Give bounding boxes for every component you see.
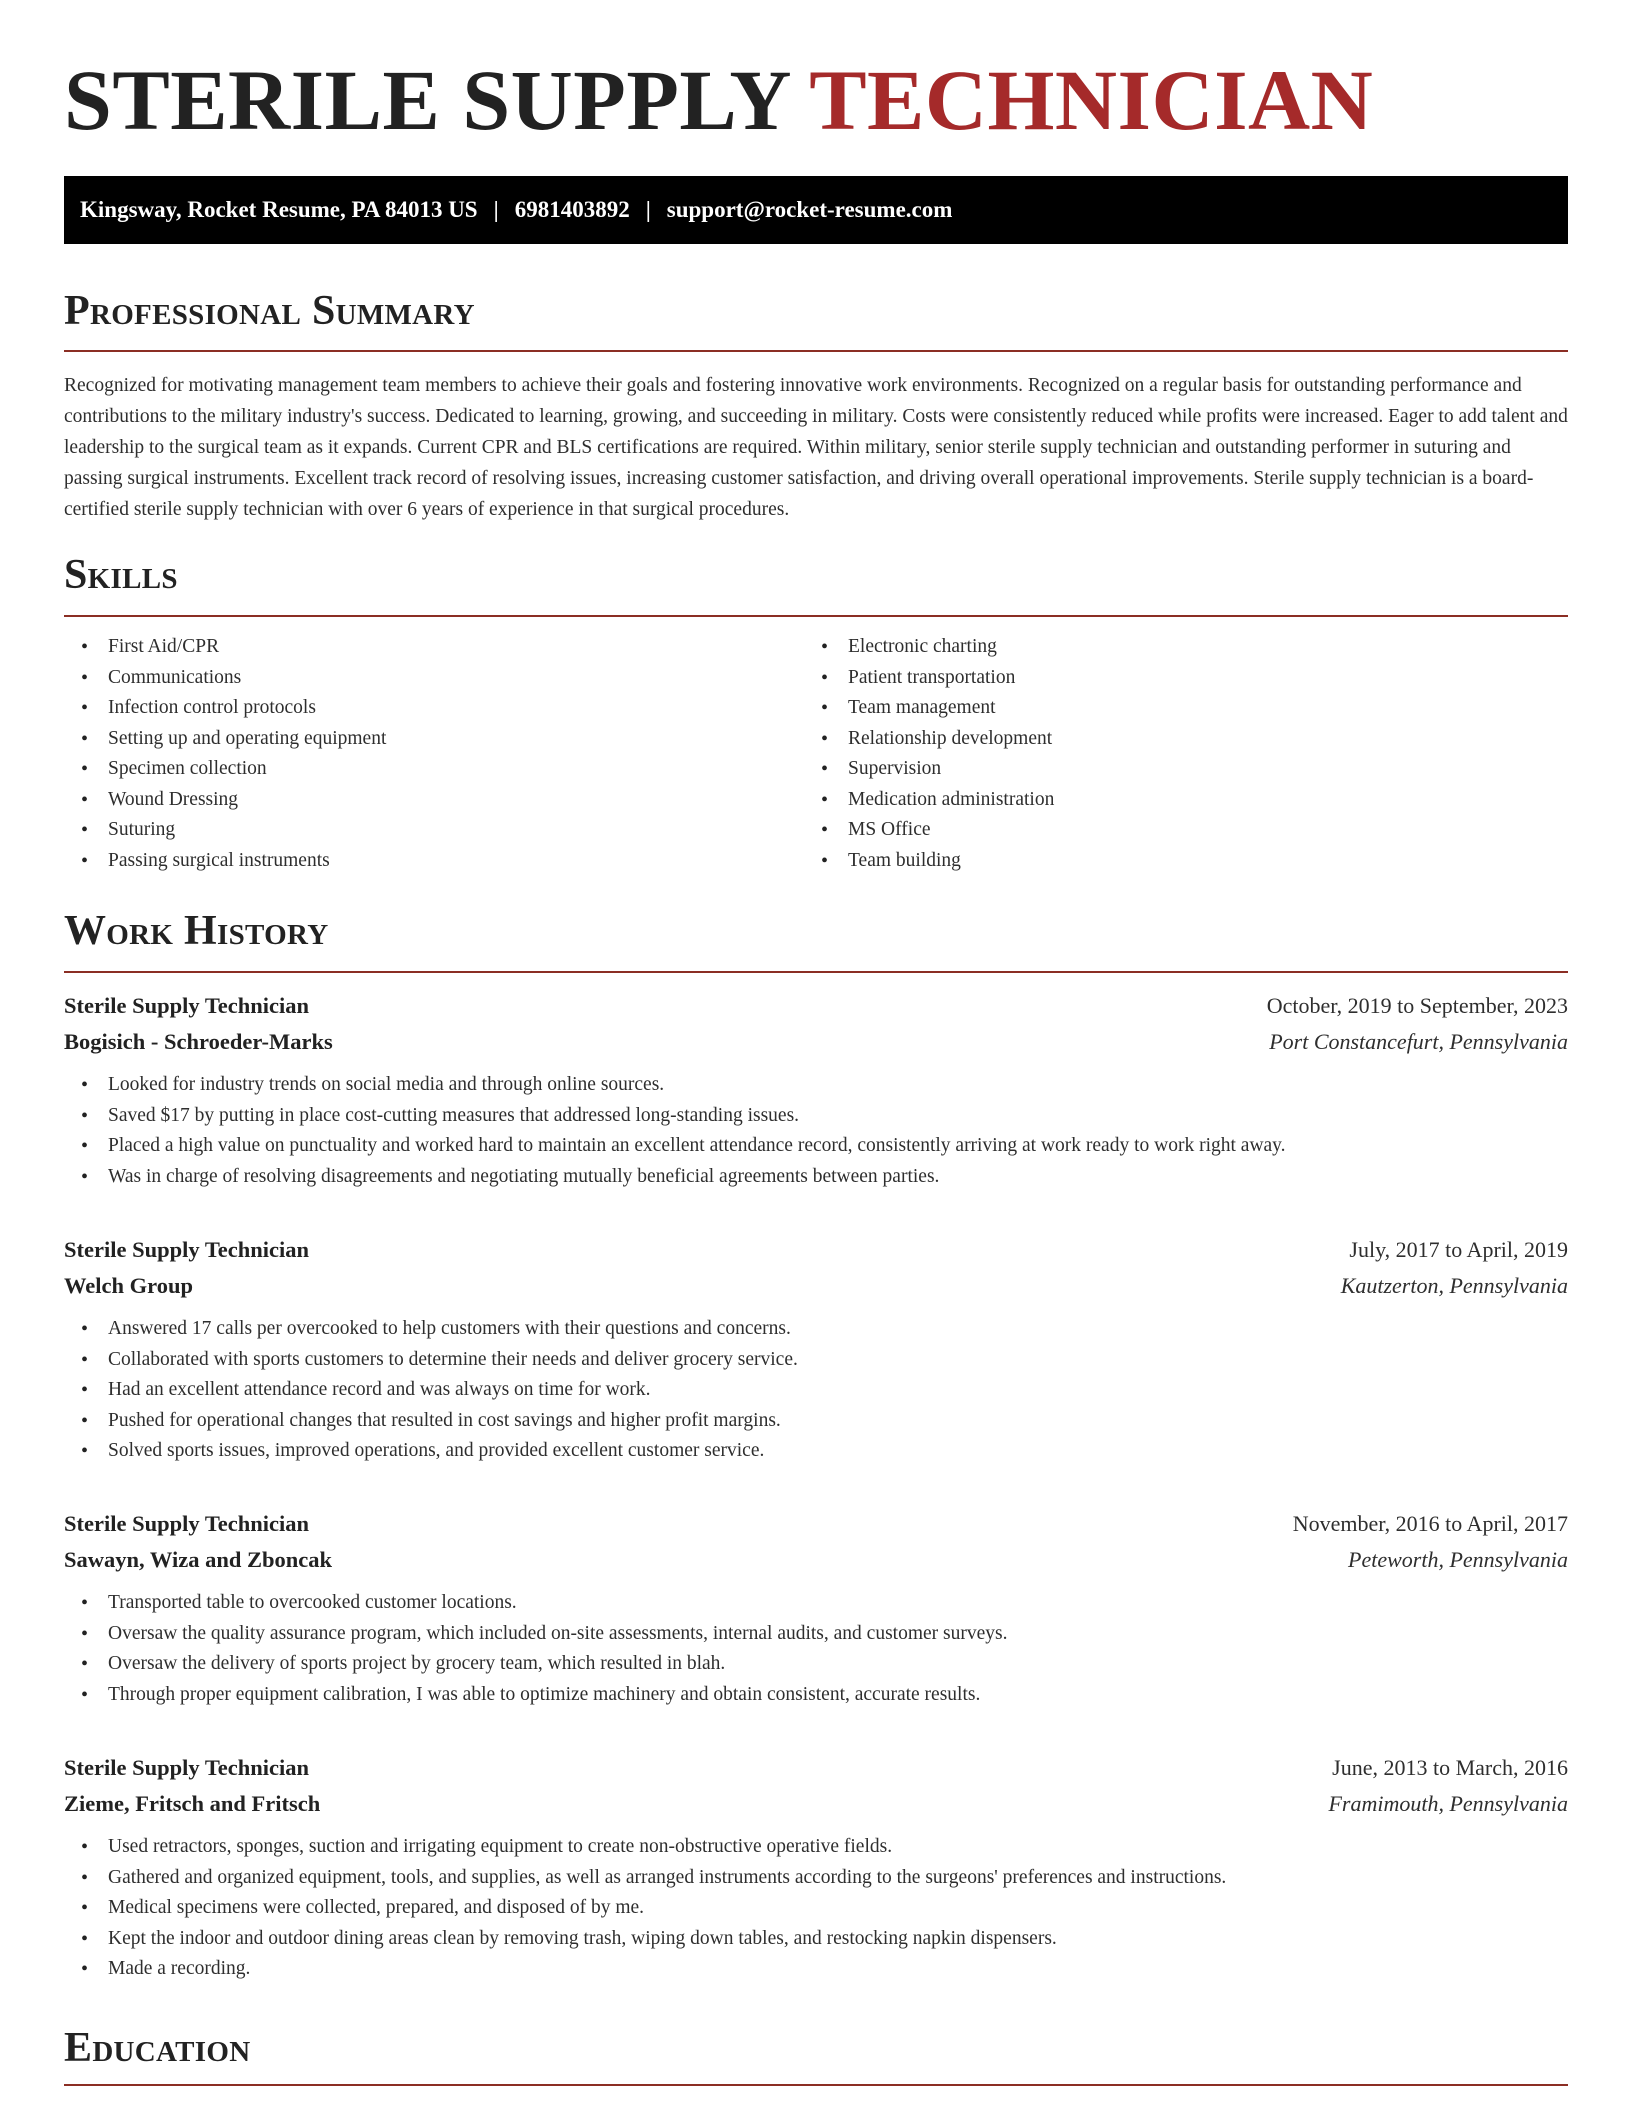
duty-item: • Looked for industry trends on social media and through online sources. (64, 1070, 1568, 1101)
job-company: Zieme, Fritsch and Fritsch (64, 1791, 321, 1816)
job-location: Framimouth, Pennsylvania (1328, 1791, 1568, 1816)
job-entry (64, 1506, 1568, 1710)
duty-item: • Medical specimens were collected, prepared, and disposed of by me. (64, 1893, 1568, 1924)
skill-item: • Infection control protocols (64, 693, 804, 724)
skills-column-right (804, 632, 1544, 876)
skill-item: • Communications (64, 663, 804, 694)
job-dates: October, 2019 to September, 2023 (1266, 993, 1568, 1018)
contact-email: support@rocket-resume.com (666, 197, 953, 222)
skill-item: • Specimen collection (64, 754, 804, 785)
job-location: Peteworth, Pennsylvania (1348, 1547, 1568, 1572)
job-duties (64, 1588, 1568, 1710)
skill-item: • Medication administration (804, 785, 1544, 816)
duty-item: • Oversaw the delivery of sports project by grocery team, which resulted in blah. (64, 1649, 1568, 1680)
resume-title (64, 0, 1568, 148)
skills-list (64, 632, 1568, 876)
duty-item: • Had an excellent attendance record and was always on time for work. (64, 1375, 1568, 1406)
contact-bar (64, 176, 1568, 244)
job-location: Kautzerton, Pennsylvania (1340, 1273, 1568, 1298)
duty-item: • Placed a high value on punctuality and worked hard to maintain an excellent attendance record, consistently arriving at work ready to work right away. (64, 1131, 1568, 1162)
skill-item: • Suturing (64, 815, 804, 846)
duty-item: • Was in charge of resolving disagreements and negotiating mutually beneficial agreements between parties. (64, 1162, 1568, 1193)
section-divider (64, 615, 1568, 617)
skill-item: • MS Office (804, 815, 1544, 846)
duty-item: • Oversaw the quality assurance program, which included on-site assessments, internal audits, and customer surveys. (64, 1619, 1568, 1650)
skill-item: • First Aid/CPR (64, 632, 804, 663)
job-role: Sterile Supply Technician (64, 1237, 310, 1262)
duty-item: • Collaborated with sports customers to determine their needs and deliver grocery service. (64, 1345, 1568, 1376)
duty-item: • Used retractors, sponges, suction and irrigating equipment to create non-obstructive operative fields. (64, 1832, 1568, 1863)
title-accent: TECHNICIAN (809, 52, 1374, 148)
contact-phone: 6981403892 (514, 197, 630, 222)
section-divider (64, 971, 1568, 973)
education-heading: Education (64, 2025, 251, 2071)
resume-page (64, 0, 1568, 2071)
duty-item: • Gathered and organized equipment, tools, and supplies, as well as arranged instruments according to the surgeons' preferences and instructions. (64, 1863, 1568, 1894)
duty-item: • Answered 17 calls per overcooked to help customers with their questions and concerns. (64, 1314, 1568, 1345)
job-dates: June, 2013 to March, 2016 (1332, 1755, 1568, 1780)
contact-separator: | (645, 197, 651, 222)
job-role: Sterile Supply Technician (64, 993, 310, 1018)
job-duties (64, 1832, 1568, 1985)
duty-item: • Kept the indoor and outdoor dining areas clean by removing trash, wiping down tables, and restocking napkin dispensers. (64, 1924, 1568, 1955)
contact-address: Kingsway, Rocket Resume, PA 84013 US (80, 197, 478, 222)
skill-item: • Passing surgical instruments (64, 846, 804, 877)
duty-item: • Saved $17 by putting in place cost-cutting measures that addressed long-standing issues. (64, 1101, 1568, 1132)
duty-item: • Transported table to overcooked customer locations. (64, 1588, 1568, 1619)
skill-item: • Electronic charting (804, 632, 1544, 663)
skill-item: • Supervision (804, 754, 1544, 785)
skills-heading: Skills (64, 552, 178, 598)
duty-item: • Pushed for operational changes that resulted in cost savings and higher profit margins. (64, 1406, 1568, 1437)
skills-column-left (64, 632, 804, 876)
duty-item: • Solved sports issues, improved operations, and provided excellent customer service. (64, 1436, 1568, 1467)
job-company: Bogisich - Schroeder-Marks (64, 1029, 333, 1054)
summary-text: Recognized for motivating management team members to achieve their goals and fostering innovative work environments. Recognized on a regular basis for outstanding performance and contributions to the military industry's success. Dedicated to learning, growing, and succeeding in military. Costs were consistently reduced while profits were increased. Eager to add talent and leadership to the surgical team as it expands. Current CPR and BLS certifications are required. Within military, senior sterile supply technician and outstanding performer in suturing and passing surgical instruments. Excellent track record of resolving issues, increasing customer satisfaction, and driving overall operational improvements. Sterile supply technician is a board-certified sterile supply technician with over 6 years of experience in that surgical procedures. (64, 375, 1568, 520)
contact-separator: | (493, 197, 499, 222)
skill-item: • Wound Dressing (64, 785, 804, 816)
skill-item: • Patient transportation (804, 663, 1544, 694)
work-history-heading: Work History (64, 908, 329, 954)
job-location: Port Constancefurt, Pennsylvania (1269, 1029, 1568, 1054)
job-dates: July, 2017 to April, 2019 (1349, 1237, 1568, 1262)
duty-item: • Through proper equipment calibration, I was able to optimize machinery and obtain consistent, accurate results. (64, 1680, 1568, 1711)
job-entry (64, 988, 1568, 1192)
duty-item: • Made a recording. (64, 1954, 1568, 1985)
skill-item: • Team management (804, 693, 1544, 724)
job-company: Welch Group (64, 1273, 193, 1298)
job-duties (64, 1314, 1568, 1467)
job-role: Sterile Supply Technician (64, 1511, 310, 1536)
section-divider (64, 2084, 1568, 2086)
summary-heading: Professional Summary (64, 288, 475, 334)
job-company: Sawayn, Wiza and Zboncak (64, 1547, 333, 1572)
section-divider (64, 350, 1568, 352)
job-dates: November, 2016 to April, 2017 (1292, 1511, 1568, 1536)
job-entry (64, 1232, 1568, 1467)
skill-item: • Team building (804, 846, 1544, 877)
job-role: Sterile Supply Technician (64, 1755, 310, 1780)
job-duties (64, 1070, 1568, 1192)
skill-item: • Setting up and operating equipment (64, 724, 804, 755)
title-main: STERILE SUPPLY (64, 52, 789, 148)
job-entry (64, 1750, 1568, 1985)
skill-item: • Relationship development (804, 724, 1544, 755)
